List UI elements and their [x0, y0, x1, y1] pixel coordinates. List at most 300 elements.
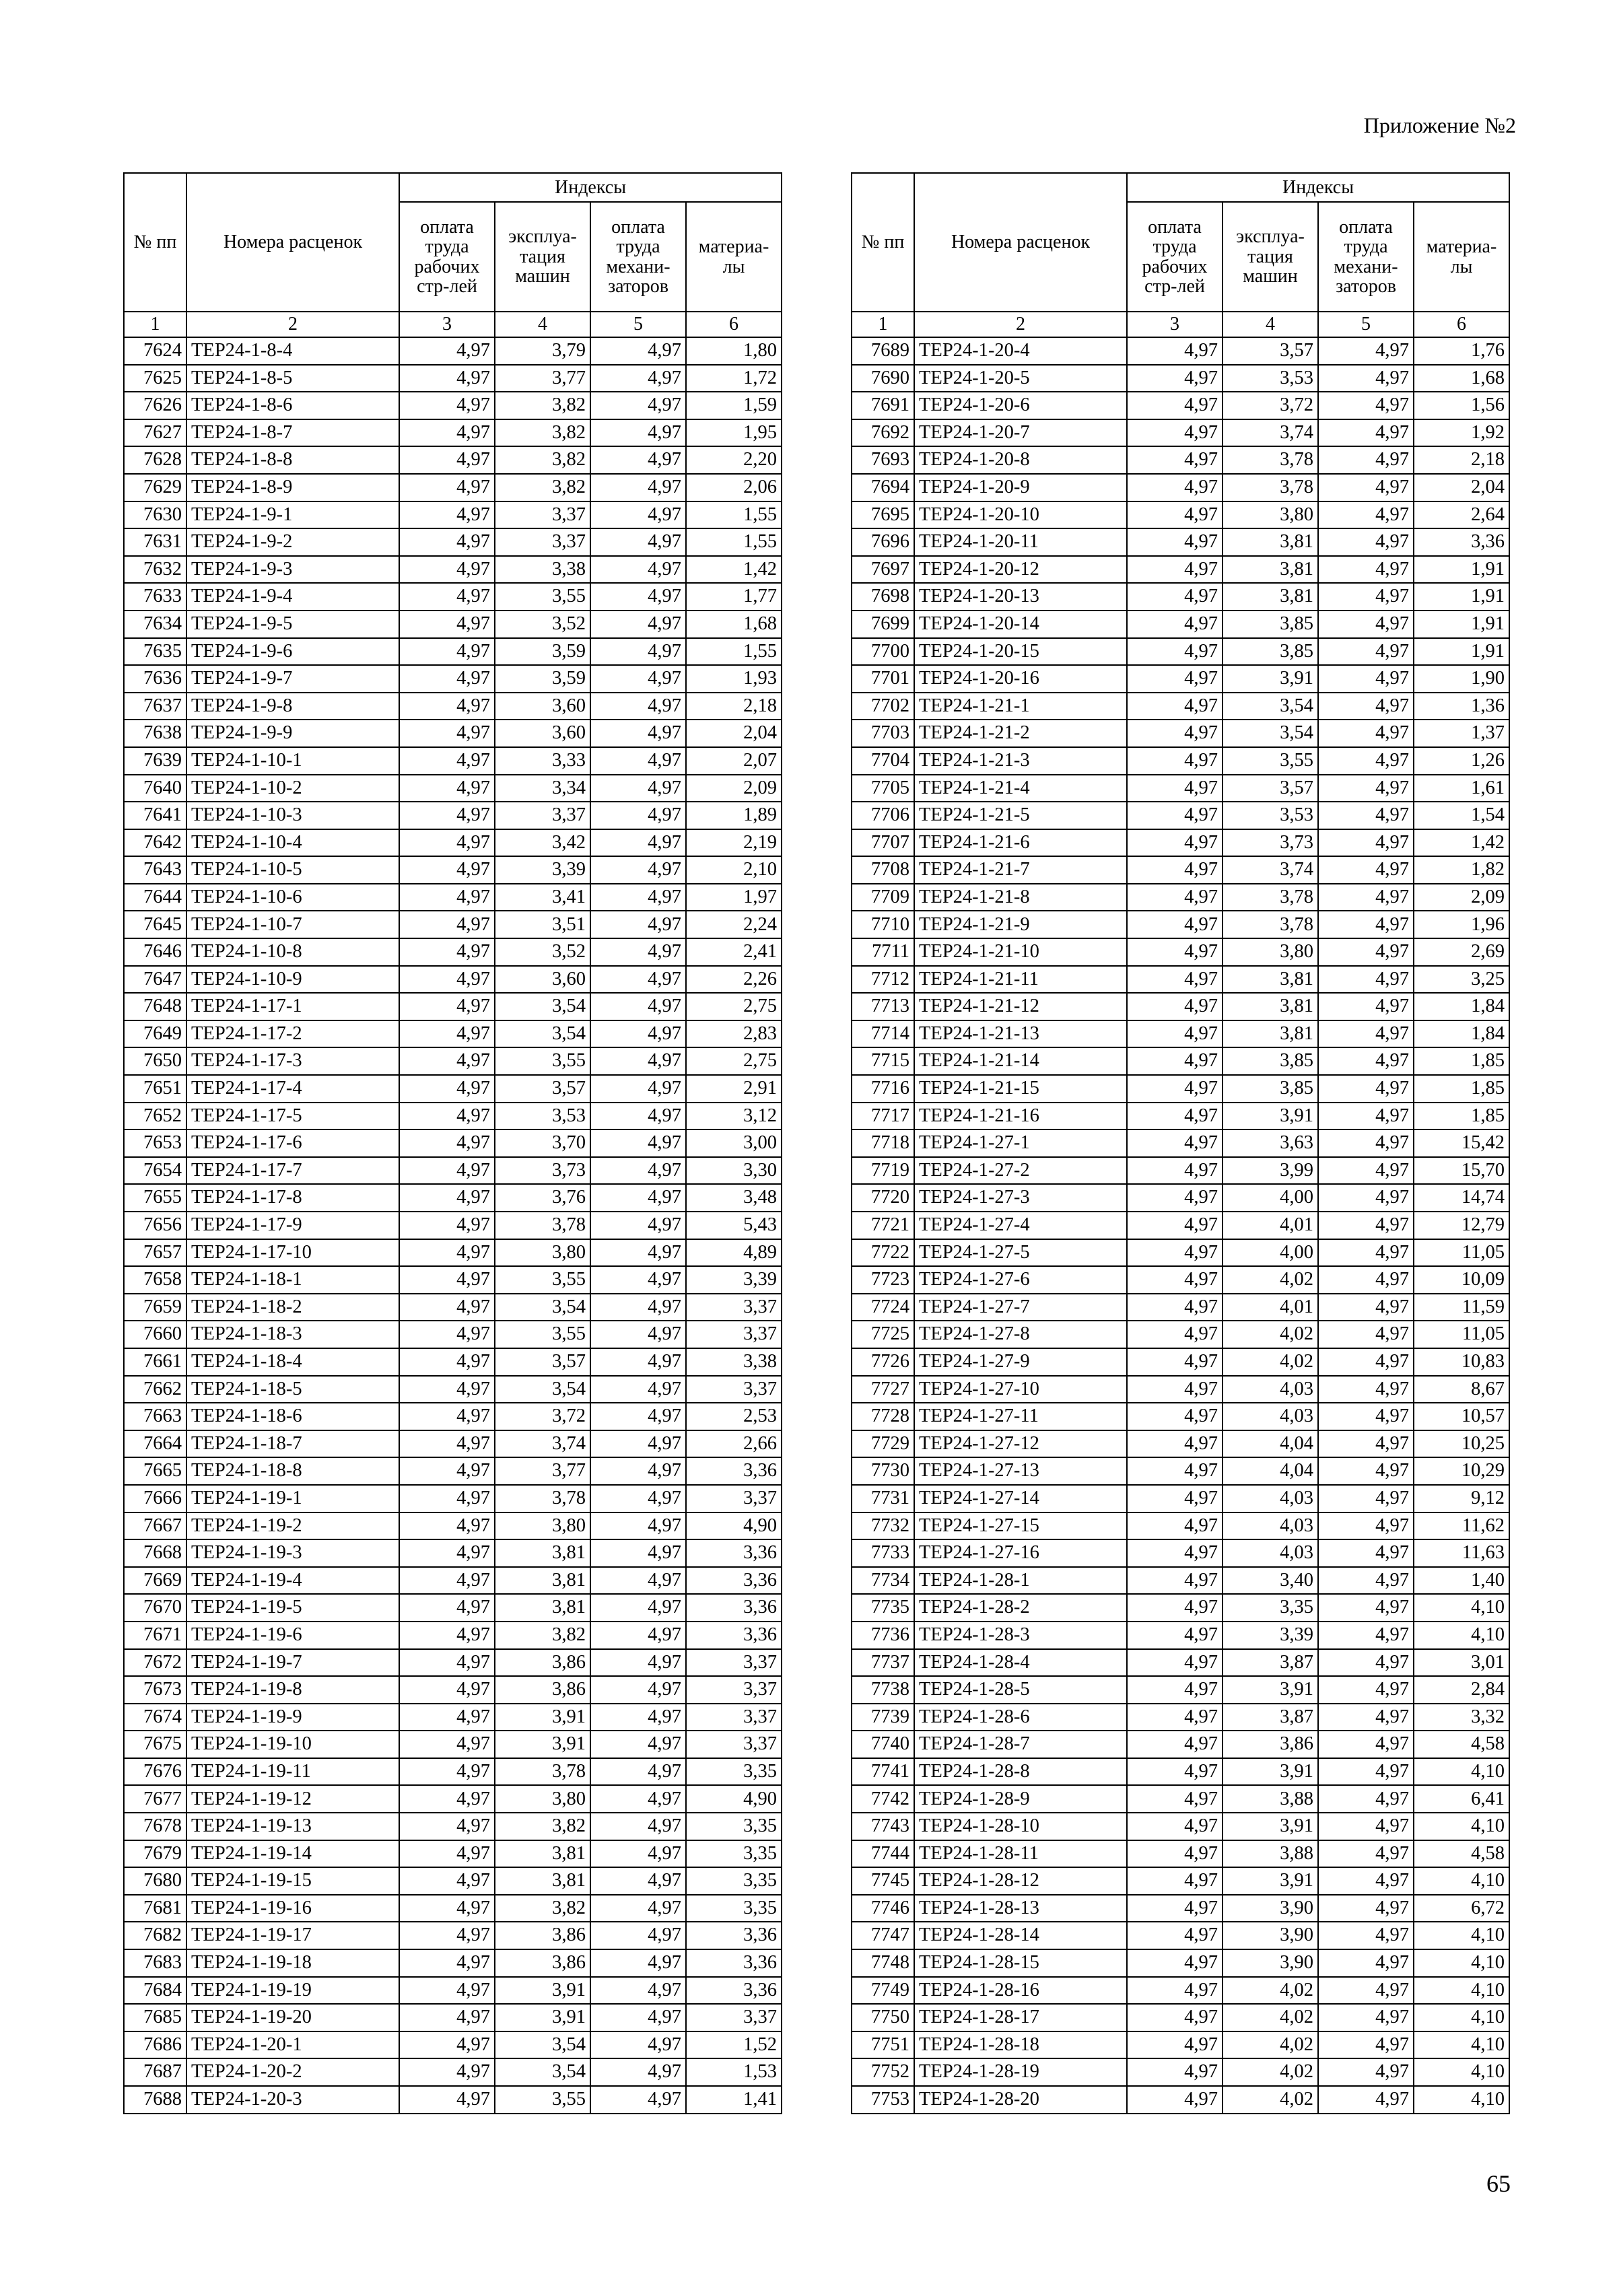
materials-index: 4,10 — [1414, 1594, 1509, 1622]
table-row — [852, 1704, 1509, 1731]
rate-code: ТЕР24-1-27-8 — [914, 1321, 1127, 1348]
table-row — [124, 1266, 782, 1294]
machines-index: 3,91 — [1223, 1813, 1318, 1840]
rate-code: ТЕР24-1-9-7 — [186, 665, 399, 693]
row-number: 7645 — [124, 911, 186, 938]
machines-index: 4,03 — [1223, 1376, 1318, 1403]
materials-index: 1,42 — [1414, 829, 1509, 857]
machines-index: 3,90 — [1223, 1922, 1318, 1949]
table-row — [852, 611, 1509, 638]
rate-code: ТЕР24-1-28-9 — [914, 1785, 1127, 1813]
mech-labor-index: 4,97 — [1318, 993, 1414, 1020]
labor-index: 4,97 — [1127, 1075, 1223, 1103]
machines-index: 4,02 — [1223, 2058, 1318, 2086]
materials-index: 4,10 — [1414, 1813, 1509, 1840]
labor-index: 4,97 — [399, 1867, 495, 1895]
col-header-num: № пп — [852, 173, 914, 312]
mech-labor-index: 4,97 — [590, 1895, 686, 1922]
machines-index: 3,55 — [495, 1321, 590, 1348]
row-number: 7686 — [124, 2031, 186, 2059]
labor-index: 4,97 — [399, 911, 495, 938]
labor-index: 4,97 — [399, 1922, 495, 1949]
materials-index: 2,83 — [686, 1020, 782, 1048]
row-number: 7702 — [852, 693, 914, 720]
materials-index: 15,42 — [1414, 1129, 1509, 1157]
machines-index: 3,88 — [1223, 1785, 1318, 1813]
row-number: 7717 — [852, 1103, 914, 1130]
row-number: 7629 — [124, 474, 186, 501]
labor-index: 4,97 — [1127, 1485, 1223, 1512]
materials-index: 4,58 — [1414, 1731, 1509, 1758]
machines-index: 3,80 — [495, 1785, 590, 1813]
table-row — [124, 1047, 782, 1075]
machines-index: 3,78 — [1223, 911, 1318, 938]
mech-labor-index: 4,97 — [590, 1539, 686, 1567]
table-row — [124, 993, 782, 1020]
labor-index: 4,97 — [399, 1485, 495, 1512]
machines-index: 3,81 — [1223, 966, 1318, 994]
col-header-mech-labor: оплата труда механи-заторов — [590, 202, 686, 312]
machines-index: 3,33 — [495, 747, 590, 775]
rate-code: ТЕР24-1-10-4 — [186, 829, 399, 857]
materials-index: 10,25 — [1414, 1430, 1509, 1458]
machines-index: 3,57 — [1223, 775, 1318, 802]
machines-index: 4,03 — [1223, 1485, 1318, 1512]
labor-index: 4,97 — [399, 1758, 495, 1786]
labor-index: 4,97 — [399, 1403, 495, 1430]
row-number: 7707 — [852, 829, 914, 857]
mech-labor-index: 4,97 — [1318, 1103, 1414, 1130]
labor-index: 4,97 — [1127, 1731, 1223, 1758]
materials-index: 2,53 — [686, 1403, 782, 1430]
table-row — [852, 1977, 1509, 2005]
row-number: 7703 — [852, 720, 914, 747]
rate-code: ТЕР24-1-19-14 — [186, 1840, 399, 1868]
materials-index: 4,58 — [1414, 1840, 1509, 1868]
col-number: 3 — [399, 312, 495, 337]
table-row — [124, 1567, 782, 1595]
rate-code: ТЕР24-1-9-4 — [186, 583, 399, 611]
labor-index: 4,97 — [1127, 1103, 1223, 1130]
labor-index: 4,97 — [1127, 556, 1223, 584]
labor-index: 4,97 — [399, 1949, 495, 1977]
machines-index: 4,01 — [1223, 1212, 1318, 1239]
rate-code: ТЕР24-1-21-12 — [914, 993, 1127, 1020]
rate-code: ТЕР24-1-19-7 — [186, 1649, 399, 1677]
row-number: 7639 — [124, 747, 186, 775]
table-row — [124, 829, 782, 857]
rate-code: ТЕР24-1-21-2 — [914, 720, 1127, 747]
machines-index: 3,55 — [495, 2086, 590, 2114]
machines-index: 3,81 — [495, 1539, 590, 1567]
rate-code: ТЕР24-1-28-11 — [914, 1840, 1127, 1868]
table-row — [852, 1949, 1509, 1977]
col-header-indices: Индексы — [1127, 173, 1509, 202]
row-number: 7678 — [124, 1813, 186, 1840]
mech-labor-index: 4,97 — [590, 1129, 686, 1157]
mech-labor-index: 4,97 — [1318, 1649, 1414, 1677]
col-number: 5 — [590, 312, 686, 337]
machines-index: 3,63 — [1223, 1129, 1318, 1157]
machines-index: 3,37 — [495, 802, 590, 829]
labor-index: 4,97 — [399, 1129, 495, 1157]
labor-index: 4,97 — [1127, 1239, 1223, 1267]
mech-labor-index: 4,97 — [1318, 611, 1414, 638]
machines-index: 3,81 — [1223, 993, 1318, 1020]
mech-labor-index: 4,97 — [590, 392, 686, 419]
mech-labor-index: 4,97 — [590, 1157, 686, 1185]
row-number: 7753 — [852, 2086, 914, 2114]
table-row — [124, 638, 782, 666]
mech-labor-index: 4,97 — [1318, 1977, 1414, 2005]
mech-labor-index: 4,97 — [590, 1758, 686, 1786]
table-row — [852, 556, 1509, 584]
table-row — [852, 1457, 1509, 1485]
machines-index: 3,60 — [495, 720, 590, 747]
table-row — [124, 1294, 782, 1321]
mech-labor-index: 4,97 — [1318, 665, 1414, 693]
row-number: 7722 — [852, 1239, 914, 1267]
materials-index: 2,84 — [1414, 1676, 1509, 1704]
mech-labor-index: 4,97 — [590, 1704, 686, 1731]
mech-labor-index: 4,97 — [590, 2004, 686, 2031]
table-row — [852, 1539, 1509, 1567]
rate-code: ТЕР24-1-17-7 — [186, 1157, 399, 1185]
table-row — [124, 1949, 782, 1977]
mech-labor-index: 4,97 — [590, 1867, 686, 1895]
labor-index: 4,97 — [1127, 911, 1223, 938]
mech-labor-index: 4,97 — [1318, 1949, 1414, 1977]
mech-labor-index: 4,97 — [1318, 856, 1414, 884]
materials-index: 1,90 — [1414, 665, 1509, 693]
row-number: 7720 — [852, 1184, 914, 1212]
rate-code: ТЕР24-1-8-8 — [186, 446, 399, 474]
table-row — [852, 1485, 1509, 1512]
materials-index: 1,55 — [686, 638, 782, 666]
machines-index: 3,39 — [495, 856, 590, 884]
row-number: 7633 — [124, 583, 186, 611]
materials-index: 2,91 — [686, 1075, 782, 1103]
mech-labor-index: 4,97 — [590, 993, 686, 1020]
machines-index: 3,82 — [495, 1813, 590, 1840]
machines-index: 3,91 — [1223, 1103, 1318, 1130]
row-number: 7723 — [852, 1266, 914, 1294]
mech-labor-index: 4,97 — [1318, 1129, 1414, 1157]
rate-code: ТЕР24-1-19-9 — [186, 1704, 399, 1731]
mech-labor-index: 4,97 — [590, 1731, 686, 1758]
table-row — [852, 1348, 1509, 1376]
table-row — [124, 446, 782, 474]
materials-index: 1,80 — [686, 337, 782, 365]
table-row — [852, 665, 1509, 693]
rate-code: ТЕР24-1-27-14 — [914, 1485, 1127, 1512]
table-row — [124, 1184, 782, 1212]
machines-index: 3,88 — [1223, 1840, 1318, 1868]
machines-index: 3,53 — [1223, 802, 1318, 829]
rate-code: ТЕР24-1-19-5 — [186, 1594, 399, 1622]
mech-labor-index: 4,97 — [1318, 583, 1414, 611]
row-number: 7721 — [852, 1212, 914, 1239]
materials-index: 2,10 — [686, 856, 782, 884]
labor-index: 4,97 — [1127, 528, 1223, 556]
labor-index: 4,97 — [399, 1348, 495, 1376]
rate-code: ТЕР24-1-17-10 — [186, 1239, 399, 1267]
machines-index: 3,91 — [1223, 1758, 1318, 1786]
machines-index: 3,51 — [495, 911, 590, 938]
mech-labor-index: 4,97 — [590, 1103, 686, 1130]
machines-index: 4,04 — [1223, 1457, 1318, 1485]
rate-code: ТЕР24-1-18-7 — [186, 1430, 399, 1458]
row-number: 7638 — [124, 720, 186, 747]
table-row — [124, 1512, 782, 1540]
machines-index: 3,79 — [495, 337, 590, 365]
mech-labor-index: 4,97 — [1318, 2031, 1414, 2059]
rate-code: ТЕР24-1-8-4 — [186, 337, 399, 365]
mech-labor-index: 4,97 — [1318, 528, 1414, 556]
row-number: 7706 — [852, 802, 914, 829]
rate-code: ТЕР24-1-28-18 — [914, 2031, 1127, 2059]
row-number: 7646 — [124, 938, 186, 966]
mech-labor-index: 4,97 — [1318, 501, 1414, 529]
machines-index: 4,03 — [1223, 1539, 1318, 1567]
mech-labor-index: 4,97 — [590, 1512, 686, 1540]
materials-index: 12,79 — [1414, 1212, 1509, 1239]
machines-index: 4,02 — [1223, 1348, 1318, 1376]
machines-index: 3,57 — [1223, 337, 1318, 365]
row-number: 7711 — [852, 938, 914, 966]
mech-labor-index: 4,97 — [1318, 1376, 1414, 1403]
row-number: 7670 — [124, 1594, 186, 1622]
rate-code: ТЕР24-1-19-13 — [186, 1813, 399, 1840]
materials-index: 1,85 — [1414, 1103, 1509, 1130]
mech-labor-index: 4,97 — [1318, 1895, 1414, 1922]
table-row — [852, 856, 1509, 884]
materials-index: 3,36 — [686, 1539, 782, 1567]
labor-index: 4,97 — [399, 1047, 495, 1075]
materials-index: 4,10 — [1414, 2004, 1509, 2031]
mech-labor-index: 4,97 — [590, 638, 686, 666]
materials-index: 3,35 — [686, 1758, 782, 1786]
rate-code: ТЕР24-1-19-10 — [186, 1731, 399, 1758]
materials-index: 3,37 — [686, 2004, 782, 2031]
materials-index: 2,41 — [686, 938, 782, 966]
labor-index: 4,97 — [1127, 1129, 1223, 1157]
row-number: 7663 — [124, 1403, 186, 1430]
mech-labor-index: 4,97 — [590, 1949, 686, 1977]
table-body-left — [124, 337, 782, 2114]
machines-index: 3,78 — [495, 1758, 590, 1786]
mech-labor-index: 4,97 — [1318, 1922, 1414, 1949]
rate-code: ТЕР24-1-10-8 — [186, 938, 399, 966]
machines-index: 4,02 — [1223, 2004, 1318, 2031]
machines-index: 3,54 — [495, 1376, 590, 1403]
labor-index: 4,97 — [1127, 1977, 1223, 2005]
mech-labor-index: 4,97 — [1318, 2004, 1414, 2031]
materials-index: 2,24 — [686, 911, 782, 938]
table-row — [852, 911, 1509, 938]
labor-index: 4,97 — [1127, 419, 1223, 447]
machines-index: 3,53 — [495, 1103, 590, 1130]
table-row — [852, 446, 1509, 474]
labor-index: 4,97 — [1127, 1785, 1223, 1813]
labor-index: 4,97 — [1127, 583, 1223, 611]
row-number: 7642 — [124, 829, 186, 857]
rate-code: ТЕР24-1-18-8 — [186, 1457, 399, 1485]
table-row — [852, 1157, 1509, 1185]
materials-index: 2,07 — [686, 747, 782, 775]
row-number: 7745 — [852, 1867, 914, 1895]
mech-labor-index: 4,97 — [590, 1020, 686, 1048]
materials-index: 4,10 — [1414, 1622, 1509, 1649]
rate-code: ТЕР24-1-10-5 — [186, 856, 399, 884]
rate-code: ТЕР24-1-17-9 — [186, 1212, 399, 1239]
row-number: 7694 — [852, 474, 914, 501]
labor-index: 4,97 — [1127, 1403, 1223, 1430]
labor-index: 4,97 — [1127, 2031, 1223, 2059]
table-row — [124, 1922, 782, 1949]
rate-code: ТЕР24-1-27-3 — [914, 1184, 1127, 1212]
row-number: 7632 — [124, 556, 186, 584]
labor-index: 4,97 — [399, 1594, 495, 1622]
table-row — [852, 337, 1509, 365]
machines-index: 4,03 — [1223, 1512, 1318, 1540]
rate-code: ТЕР24-1-17-4 — [186, 1075, 399, 1103]
table-row — [124, 2004, 782, 2031]
labor-index: 4,97 — [1127, 938, 1223, 966]
table-row — [124, 1867, 782, 1895]
row-number: 7687 — [124, 2058, 186, 2086]
rate-code: ТЕР24-1-9-1 — [186, 501, 399, 529]
labor-index: 4,97 — [399, 938, 495, 966]
table-row — [124, 419, 782, 447]
mech-labor-index: 4,97 — [1318, 1676, 1414, 1704]
mech-labor-index: 4,97 — [590, 829, 686, 857]
labor-index: 4,97 — [1127, 392, 1223, 419]
rate-code: ТЕР24-1-21-9 — [914, 911, 1127, 938]
labor-index: 4,97 — [1127, 1676, 1223, 1704]
rate-code: ТЕР24-1-19-2 — [186, 1512, 399, 1540]
row-number: 7651 — [124, 1075, 186, 1103]
rate-code: ТЕР24-1-9-5 — [186, 611, 399, 638]
labor-index: 4,97 — [399, 1567, 495, 1595]
materials-index: 1,84 — [1414, 1020, 1509, 1048]
row-number: 7647 — [124, 966, 186, 994]
row-number: 7698 — [852, 583, 914, 611]
row-number: 7729 — [852, 1430, 914, 1458]
rate-code: ТЕР24-1-20-11 — [914, 528, 1127, 556]
rate-code: ТЕР24-1-28-10 — [914, 1813, 1127, 1840]
materials-index: 1,55 — [686, 501, 782, 529]
rate-code: ТЕР24-1-19-12 — [186, 1785, 399, 1813]
machines-index: 3,86 — [495, 1649, 590, 1677]
machines-index: 3,74 — [1223, 856, 1318, 884]
rate-code: ТЕР24-1-28-14 — [914, 1922, 1127, 1949]
rate-code: ТЕР24-1-27-12 — [914, 1430, 1127, 1458]
mech-labor-index: 4,97 — [590, 1348, 686, 1376]
machines-index: 3,57 — [495, 1075, 590, 1103]
materials-index: 1,61 — [1414, 775, 1509, 802]
machines-index: 4,02 — [1223, 2086, 1318, 2114]
rate-code: ТЕР24-1-21-13 — [914, 1020, 1127, 1048]
machines-index: 3,59 — [495, 665, 590, 693]
materials-index: 11,62 — [1414, 1512, 1509, 1540]
labor-index: 4,97 — [1127, 1212, 1223, 1239]
rate-code: ТЕР24-1-17-5 — [186, 1103, 399, 1130]
row-number: 7637 — [124, 693, 186, 720]
materials-index: 3,25 — [1414, 966, 1509, 994]
col-number: 6 — [1414, 312, 1509, 337]
labor-index: 4,97 — [399, 829, 495, 857]
mech-labor-index: 4,97 — [1318, 1321, 1414, 1348]
materials-index: 4,90 — [686, 1785, 782, 1813]
materials-index: 10,29 — [1414, 1457, 1509, 1485]
labor-index: 4,97 — [399, 1212, 495, 1239]
labor-index: 4,97 — [399, 693, 495, 720]
rate-code: ТЕР24-1-10-7 — [186, 911, 399, 938]
mech-labor-index: 4,97 — [1318, 365, 1414, 392]
mech-labor-index: 4,97 — [1318, 747, 1414, 775]
row-number: 7726 — [852, 1348, 914, 1376]
mech-labor-index: 4,97 — [1318, 2086, 1414, 2114]
table-row — [852, 1376, 1509, 1403]
labor-index: 4,97 — [399, 1157, 495, 1185]
mech-labor-index: 4,97 — [590, 1403, 686, 1430]
machines-index: 3,53 — [1223, 365, 1318, 392]
labor-index: 4,97 — [399, 337, 495, 365]
row-number: 7692 — [852, 419, 914, 447]
mech-labor-index: 4,97 — [1318, 556, 1414, 584]
labor-index: 4,97 — [1127, 1266, 1223, 1294]
materials-index: 3,48 — [686, 1184, 782, 1212]
mech-labor-index: 4,97 — [590, 474, 686, 501]
materials-index: 1,91 — [1414, 556, 1509, 584]
rate-code: ТЕР24-1-20-13 — [914, 583, 1127, 611]
row-number: 7693 — [852, 446, 914, 474]
col-number: 5 — [1318, 312, 1414, 337]
labor-index: 4,97 — [1127, 1376, 1223, 1403]
table-row — [852, 392, 1509, 419]
rate-code: ТЕР24-1-17-2 — [186, 1020, 399, 1048]
rate-code: ТЕР24-1-27-6 — [914, 1266, 1127, 1294]
table-row — [852, 638, 1509, 666]
rate-code: ТЕР24-1-21-16 — [914, 1103, 1127, 1130]
row-number: 7727 — [852, 1376, 914, 1403]
table-row — [852, 747, 1509, 775]
materials-index: 3,36 — [686, 1977, 782, 2005]
materials-index: 2,26 — [686, 966, 782, 994]
row-number: 7624 — [124, 337, 186, 365]
labor-index: 4,97 — [1127, 1813, 1223, 1840]
table-row — [852, 1840, 1509, 1868]
materials-index: 1,93 — [686, 665, 782, 693]
labor-index: 4,97 — [399, 1813, 495, 1840]
labor-index: 4,97 — [1127, 1457, 1223, 1485]
mech-labor-index: 4,97 — [1318, 1758, 1414, 1786]
machines-index: 3,54 — [1223, 720, 1318, 747]
materials-index: 3,36 — [686, 1457, 782, 1485]
rate-code: ТЕР24-1-9-8 — [186, 693, 399, 720]
table-row — [852, 1731, 1509, 1758]
rate-code: ТЕР24-1-21-5 — [914, 802, 1127, 829]
table-row — [852, 1895, 1509, 1922]
mech-labor-index: 4,97 — [1318, 1785, 1414, 1813]
row-number: 7733 — [852, 1539, 914, 1567]
row-number: 7737 — [852, 1649, 914, 1677]
col-header-indices: Индексы — [399, 173, 782, 202]
row-number: 7724 — [852, 1294, 914, 1321]
materials-index: 4,90 — [686, 1512, 782, 1540]
row-number: 7649 — [124, 1020, 186, 1048]
